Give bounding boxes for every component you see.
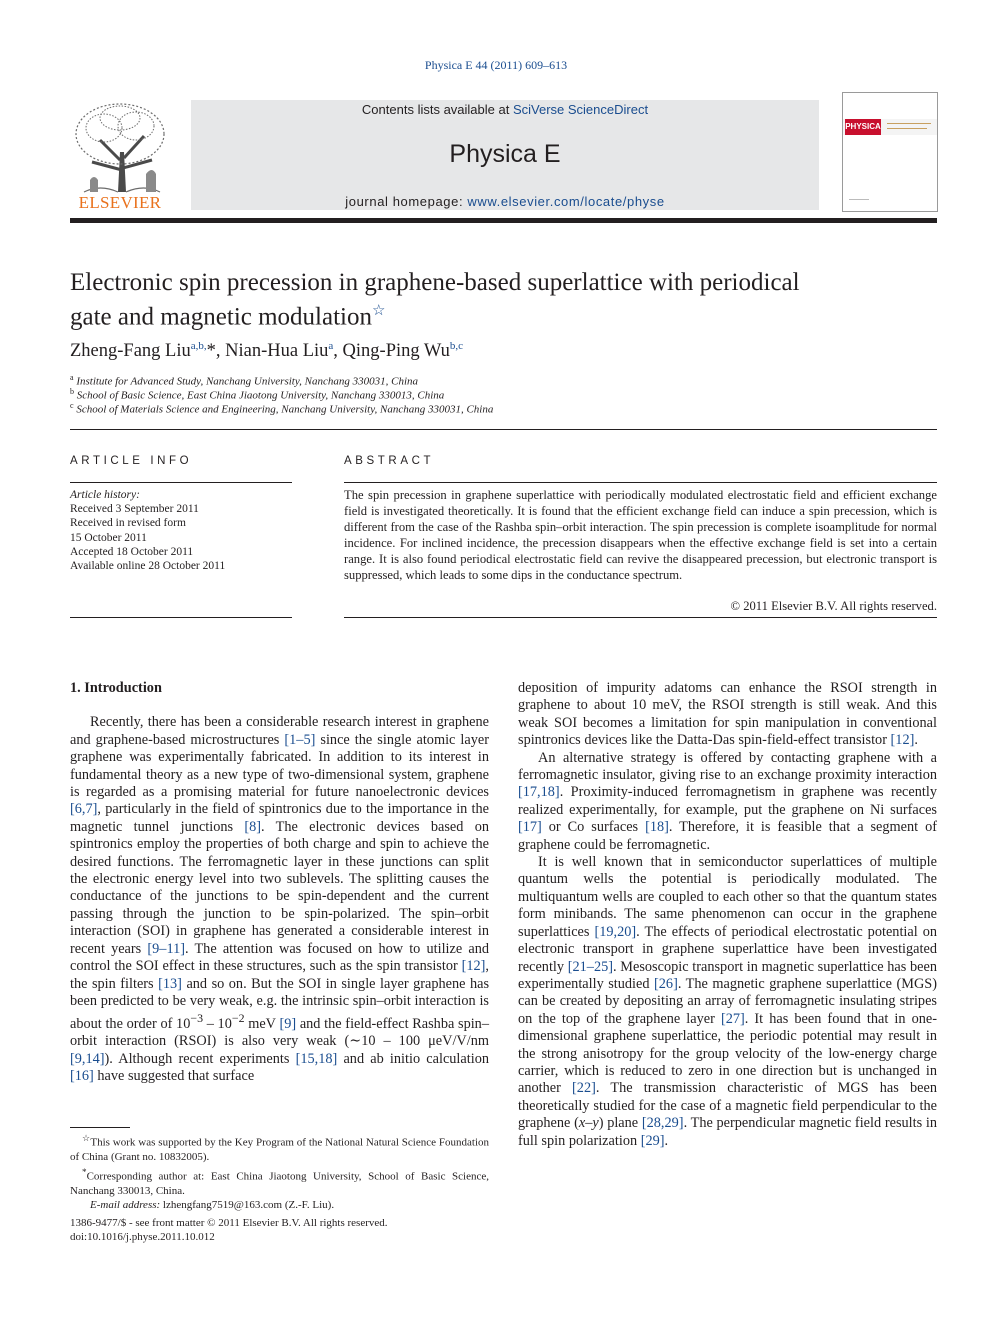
divider: [344, 617, 937, 618]
history-item: Available online 28 October 2011: [70, 560, 226, 573]
sciencedirect-link[interactable]: SciVerse ScienceDirect: [512, 102, 649, 117]
affiliation-label: c: [70, 401, 74, 410]
homepage-prefix: journal homepage:: [345, 194, 468, 209]
homepage-link[interactable]: www.elsevier.com/locate/physe: [467, 194, 665, 209]
math-variable: x–y: [578, 1115, 599, 1132]
author-affiliation-sup[interactable]: a,b,: [190, 340, 207, 352]
cover-line: [887, 128, 927, 129]
text-run: and ab initio calculation: [337, 1050, 489, 1067]
superscript: −3: [190, 1011, 204, 1026]
text-run: .: [664, 1132, 669, 1149]
divider: [344, 482, 937, 483]
cover-tag: PHYSICA: [845, 119, 881, 135]
reference-link[interactable]: [12]: [461, 958, 486, 975]
footnote-corresponding: [70, 1165, 489, 1199]
reference-link[interactable]: [27]: [720, 1010, 745, 1027]
contents-line: [191, 102, 819, 117]
footnote-mark: ☆: [82, 1133, 91, 1143]
paragraph: [518, 854, 937, 1150]
doi-line[interactable]: doi:10.1016/j.physe.2011.10.012: [70, 1231, 215, 1243]
footnote-email: [70, 1198, 489, 1213]
text-run: ). Although recent experiments: [104, 1050, 296, 1067]
reference-link[interactable]: [21–25]: [567, 958, 613, 975]
affiliation: [70, 373, 418, 388]
paragraph: [518, 750, 937, 854]
reference-link[interactable]: [6,7]: [70, 801, 98, 818]
text-run: , the spin filters: [70, 958, 489, 992]
footnote-rule: [70, 1127, 130, 1128]
cover-line: [887, 123, 931, 124]
author-affiliation-sup[interactable]: a: [328, 340, 334, 352]
reference-link[interactable]: [1–5]: [284, 731, 316, 748]
reference-link[interactable]: [26]: [654, 975, 678, 992]
footnote-funding: [70, 1131, 489, 1165]
text-run: . The magnetic graphene superlattice (MGS) can be created by depositing an array of ferromagnetic insulating stripes on the top of the graphene layer: [518, 975, 937, 1027]
history-item: 15 October 2011: [70, 531, 147, 544]
text-run: ) plane: [598, 1115, 642, 1132]
affiliation-text: School of Materials Science and Engineering, Nanchang University, Nanchang 330031, China: [76, 403, 494, 416]
author-affiliation-sup[interactable]: b,c: [449, 340, 464, 352]
affiliation-text: School of Basic Science, East China Jiaotong University, Nanchang 330013, China: [76, 389, 445, 402]
title-line-2: [70, 297, 930, 331]
text-run: since the single atomic layer graphene was experimentally fabricated. In addition to its interest in fundamental theory as a new type of two-dimensional system, graphene is regarded as a promising material for future nanoelectronic devices: [70, 731, 490, 801]
text-run: , particularly in the field of spintronics due to the importance in the magnetic tunnel junctions: [70, 801, 489, 835]
reference-link[interactable]: [19,20]: [594, 923, 637, 940]
text-run: . The effects of periodical electrostatic potential on electronic transport in graphene superlattice have been investigated recently: [518, 923, 938, 975]
article-info-heading: ARTICLE INFO: [70, 455, 193, 467]
reference-link[interactable]: [9]: [279, 1016, 297, 1033]
reference-link[interactable]: [9,14]: [70, 1050, 105, 1067]
text-run: meV: [244, 1016, 280, 1033]
title-line-2-text: gate and magnetic modulation: [70, 303, 372, 331]
text-run: deposition of impurity adatoms can enhance the RSOI strength in graphene to about 10 meV, the RSOI strength is still weak. And this weak SOI becomes a limitation for spin manipulation in conventional spintronics devices like the Datta-Das spin-field-effect transistor: [518, 680, 937, 749]
front-matter: [70, 1216, 388, 1244]
paragraph: [70, 714, 489, 1085]
text-run: . Therefore, it is feasible that a segment of graphene could be ferromagnetic.: [518, 819, 937, 853]
history-item: Received 3 September 2011: [70, 503, 199, 516]
footnote-text: Corresponding author at: East China Jiaotong University, School of Basic Science, Nanchang 330013, China.: [70, 1170, 489, 1197]
reference-link[interactable]: [15,18]: [295, 1050, 338, 1067]
section-heading: 1. Introduction: [70, 680, 162, 696]
reference-link[interactable]: [8]: [244, 818, 262, 835]
text-run: and the field-effect Rashba spin–orbit interaction (RSOI) is also very weak (∼10 – 100 μeV/V/nm: [70, 1016, 489, 1050]
title-line-1: Electronic spin precession in graphene-based superlattice with periodical: [70, 269, 800, 296]
text-run: . The perpendicular magnetic field results in full spin polarization: [518, 1115, 937, 1149]
journal-citation[interactable]: Physica E 44 (2011) 609–613: [424, 58, 568, 72]
reference-link[interactable]: [22]: [572, 1080, 596, 1097]
reference-link[interactable]: [29]: [640, 1132, 665, 1149]
body-column-left: [70, 680, 489, 1086]
text-run: It is well known that in semiconductor superlattices of multiple quantum wells the potential is periodically modulated. The multiquantum wells are coupled to each other so that the quantum states form minibands. The same phenomenon can occur in the graphene superlattices: [518, 854, 937, 940]
author-name: Zheng-Fang Liu: [70, 341, 191, 362]
footnote-text: This work was supported by the Key Program of the National Natural Science Foundation of China (Grant no. 10832005).: [70, 1136, 490, 1164]
author-corresponding-mark[interactable]: *: [206, 341, 216, 362]
reference-link[interactable]: [16]: [70, 1068, 94, 1085]
reference-link[interactable]: [17,18]: [518, 784, 560, 801]
author-name: Qing-Ping Wu: [342, 341, 450, 362]
text-run: . Mesoscopic transport in magnetic superlattice has been experimentally studied: [518, 958, 937, 992]
affiliation-label: b: [70, 387, 74, 396]
body-column-right: [518, 680, 937, 1150]
publisher-wordmark: ELSEVIER: [78, 193, 162, 212]
reference-link[interactable]: [28,29]: [641, 1115, 684, 1132]
text-run: . It has been found that in one-dimensional graphene superlattice, the periodic potential may result in the strong anisotropy for the group velocity of the low-energy charge carrier, which is reduced to zero in one direction but is unchanged in another: [518, 1010, 937, 1097]
abstract-heading: ABSTRACT: [344, 455, 435, 467]
text-run: and so on. But the SOI in single layer graphene has been predicted to be very weak, e.g. the intrinsic spin–orbit interaction is about the order of 10: [70, 975, 490, 1033]
divider: [70, 482, 292, 483]
homepage-line: [191, 194, 819, 209]
divider: [70, 617, 292, 618]
divider: [70, 429, 937, 430]
author-list: Zheng-Fang Liu$^{a,b,}$*, Nian-Hua Liu$^a$, Qing-Ping Wu$^{b,c}$: [70, 340, 464, 362]
cover-line: [849, 199, 869, 200]
text-run: . The electronic devices based on spintronics employ the properties of both charge and spin to achieve the desired functions. The ferromagnetic layer in these junctions can split the electronic energy level into two sublevels. The splitting causes the conductance of the junctions to be spin-dependent and the current passing through the junction to be spin-polarized. The spin–orbit interaction (SOI) in graphene has generated a considerable interest in recent years: [70, 818, 489, 957]
text-run: – 10: [203, 1016, 232, 1033]
history-item: Accepted 18 October 2011: [70, 545, 194, 558]
text-run: or Co surfaces: [541, 819, 646, 836]
paragraph: [518, 680, 937, 750]
author-name: Nian-Hua Liu: [225, 341, 329, 362]
abstract-text: The spin precession in graphene superlattice with periodically modulated electrostatic field and efficient exchange field is investigated theoretically. It is found that the efficient exchange field can induce a spin precession, which is different from the case of the Rashba spin–orbit interaction. The spin precession is complete isoamplitude for normal incidence. For inclined incidence, the precession disappears when the effective exchange field is set into a certain range. It is also found periodical electrostatic field can revive the disappeared precession, but electronic transport is suppressed, which leads to some dips in the conductance spectrum.: [344, 488, 937, 582]
email-label: E-mail address:: [90, 1199, 161, 1212]
text-run: . Proximity-induced ferromagnetism in graphene was recently realized experimentally, for example, put the graphene on Ni surfaces: [518, 784, 937, 818]
affiliation-label: a: [70, 373, 74, 382]
text-run: . The attention was focused on how to utilize and control the SOI effect in these structures, such as the spin transistor: [70, 940, 490, 975]
affiliation: [70, 401, 493, 416]
reference-link[interactable]: [12]: [890, 732, 915, 749]
text-run: have suggested that surface: [93, 1068, 255, 1085]
journal-title: Physica E: [449, 140, 561, 168]
article-title: [70, 268, 930, 331]
reference-link[interactable]: [9–11]: [147, 940, 185, 957]
title-footnote-star[interactable]: ☆: [372, 303, 386, 319]
reference-link[interactable]: [13]: [158, 975, 182, 992]
affiliation: [70, 387, 444, 402]
journal-cover-thumbnail: [842, 92, 938, 212]
text-run: Recently, there has been a considerable research interest in graphene and graphene-based microstructures: [70, 714, 489, 748]
history-label: Article history:: [70, 489, 140, 501]
affiliation-text: Institute for Advanced Study, Nanchang University, Nanchang 330031, China: [76, 375, 418, 388]
text-run: . The transmission characteristic of MGS has been theoretically studied for the case of a magnetic field perpendicular to the graphene (: [518, 1080, 938, 1132]
header-rule: [70, 218, 937, 223]
text-run: An alternative strategy is offered by contacting graphene with a ferromagnetic insulator, giving rise to an exchange proximity interaction: [518, 749, 937, 784]
text-run: .: [914, 732, 918, 749]
contents-prefix: Contents lists available at: [361, 102, 513, 117]
reference-link[interactable]: [17]: [518, 819, 542, 836]
footnote-mark: *: [82, 1166, 87, 1177]
reference-link[interactable]: [18]: [645, 819, 669, 836]
issn-line: 1386-9477/$ - see front matter © 2011 Elsevier B.V. All rights reserved.: [70, 1217, 388, 1229]
email-address[interactable]: lzhengfang7519@163.com (Z.-F. Liu).: [160, 1199, 335, 1212]
abstract-copyright: © 2011 Elsevier B.V. All rights reserved.: [730, 599, 937, 613]
history-item: Received in revised form: [70, 517, 186, 530]
footnotes: [70, 1131, 489, 1213]
article-history: [70, 488, 225, 573]
superscript: −2: [231, 1011, 245, 1026]
